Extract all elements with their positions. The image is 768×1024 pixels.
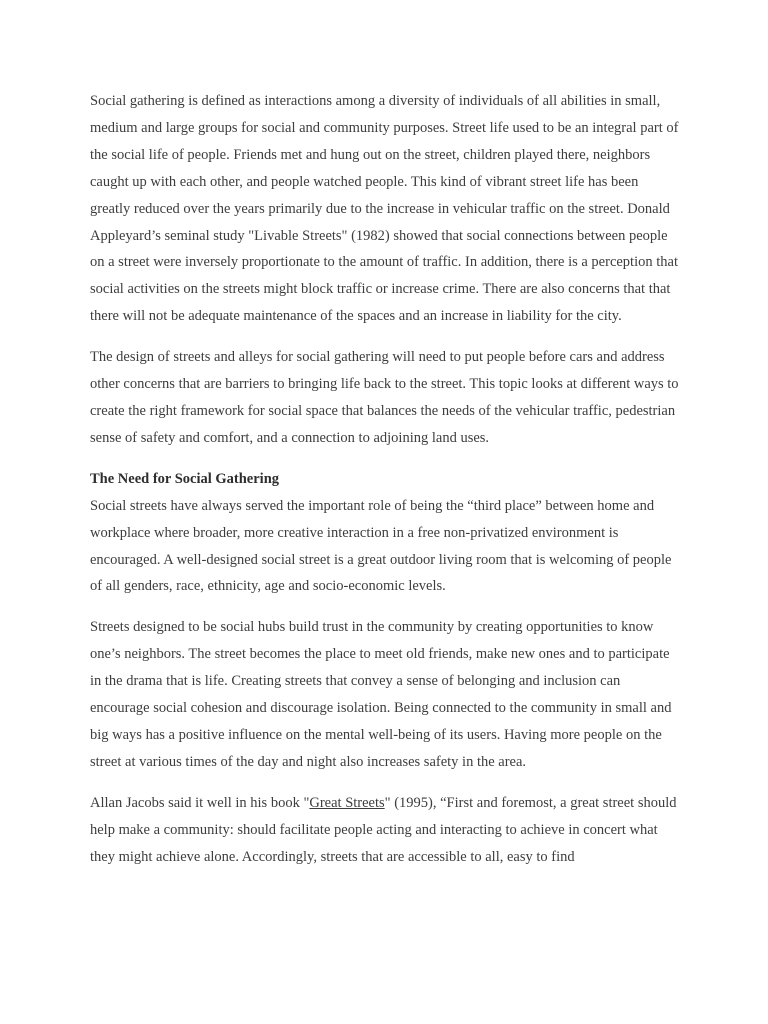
paragraph-intro: Social gathering is defined as interactions among a diversity of individuals of all abilities in small, medium and large groups for social and community purposes. Street life used to be an integral part of the social life of people. Friends met and hung out on the street, children played there, neighbors caught up with each other, and people watched people. This kind of vibrant street life has been greatly reduced over the years primarily due to the increase in vehicular traffic on the street. Donald Appleyard’s seminal study "Livable Streets" (1982) showed that social connections between people on a street were inversely proportionate to the amount of traffic. In addition, there is a perception that social activities on the streets might block traffic or increase crime. There are also concerns that that there will not be adequate maintenance of the spaces and an increase in liability for the city.: [90, 93, 679, 325]
quote-text-after-link: " (1995), “First and foremost, a great street should help make a community: should facilitate people acting and interacting to achieve in concert what they might achieve alone. Accordingly, streets that are accessible to all, easy to find: [90, 794, 677, 865]
document-body: [90, 88, 682, 884]
paragraph-social-hubs: Streets designed to be social hubs build trust in the community by creating opportunities to know one’s neighbors. The street becomes the place to meet old friends, make new ones and to participate in the drama that is life. Creating streets that convey a sense of belonging and inclusion can encourage social cohesion and discourage isolation. Being connected to the community in small and big ways has a positive influence on the mental well-being of its users. Having more people on the street at various times of the day and night also increases safety in the area.: [90, 619, 672, 770]
paragraph-jacobs-quote: [90, 790, 682, 871]
section-heading: The Need for Social Gathering: [90, 470, 280, 487]
great-streets-link[interactable]: Great Streets: [309, 794, 385, 811]
quote-text-before-link: Allan Jacobs said it well in his book ": [90, 794, 310, 811]
paragraph-design: The design of streets and alleys for social gathering will need to put people before cars and address other concerns that are barriers to bringing life back to the street. This topic looks at different ways to create the right framework for social space that balances the needs of the vehicular traffic, pedestrian sense of safety and comfort, and a connection to adjoining land uses.: [90, 349, 679, 446]
paragraph-third-place: Social streets have always served the important role of being the “third place” between home and workplace where broader, more creative interaction in a free non-privatized environment is encouraged. A well-designed social street is a great outdoor living room that is welcoming of people of all genders, race, ethnicity, age and socio-economic levels.: [90, 497, 672, 595]
